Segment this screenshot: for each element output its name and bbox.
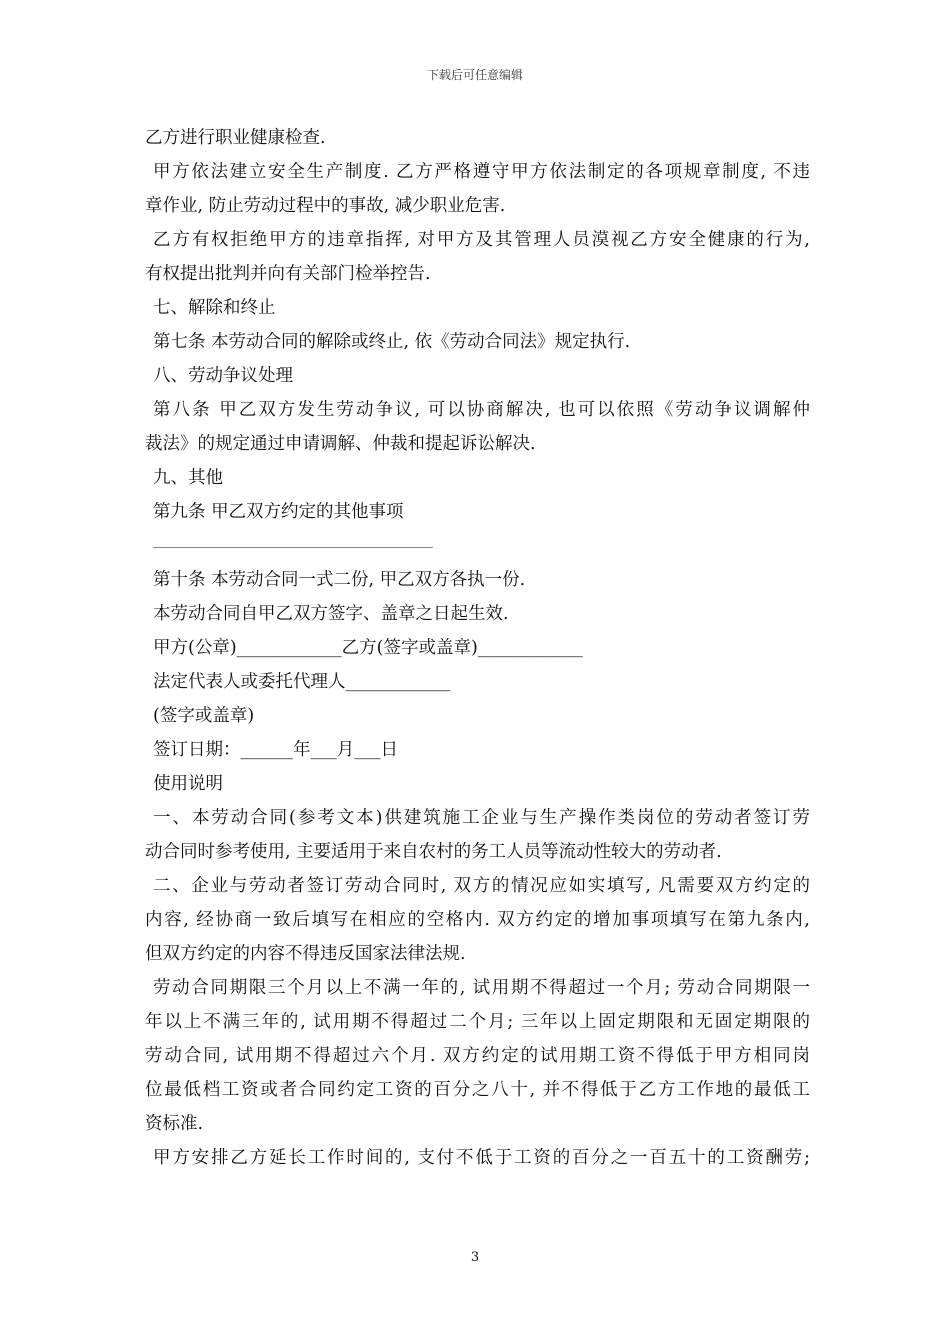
- article-8-line-1: 第八条 甲乙双方发生劳动争议, 可以协商解决, 也可以依照《劳动争议调解仲: [153, 400, 810, 420]
- usage-notes-heading: 使用说明: [153, 774, 223, 794]
- sign-date: 签订日期：______年___月___日: [153, 740, 398, 760]
- article-7: 第七条 本劳动合同的解除或终止, 依《劳动合同法》规定执行.: [153, 332, 631, 352]
- effective-clause: 本劳动合同自甲乙双方签字、盖章之日起生效.: [153, 604, 509, 624]
- line-1: 乙方进行职业健康检查.: [145, 128, 326, 148]
- blank-fill-line: [145, 529, 810, 563]
- probation-line-2: 年以上不满三年的, 试用期不得超过二个月; 三年以上固定期限和无固定期限的: [145, 1012, 810, 1032]
- section-9-heading: 九、其他: [153, 468, 223, 488]
- probation-line-4: 位最低档工资或者合同约定工资的百分之八十, 并不得低于乙方工作地的最低工: [145, 1080, 810, 1100]
- document-body: [145, 121, 810, 1175]
- section-8-heading: 八、劳动争议处理: [153, 366, 293, 386]
- section-7-heading: 七、解除和终止: [153, 298, 276, 318]
- note-2-line-2: 内容, 经协商一致后填写在相应的空格内. 双方约定的增加事项填写在第九条内,: [145, 910, 810, 930]
- article-10: 第十条 本劳动合同一式二份, 甲乙双方各执一份.: [153, 570, 526, 590]
- overtime-line: 甲方安排乙方延长工作时间的, 支付不低于工资的百分之一百五十的工资酬劳;: [153, 1148, 810, 1168]
- note-2-line-1: 二、企业与劳动者签订劳动合同时, 双方的情况应如实填写, 凡需要双方约定的: [153, 876, 810, 896]
- page-number: 3: [470, 1250, 480, 1265]
- legal-representative: 法定代表人或委托代理人____________: [153, 672, 451, 692]
- line-3: 章作业, 防止劳动过程中的事故, 减少职业危害.: [145, 196, 506, 216]
- note-1-line-1: 一、本劳动合同(参考文本)供建筑施工企业与生产操作类岗位的劳动者签订劳: [153, 808, 810, 828]
- line-5: 有权提出批判并向有关部门检举控告.: [145, 264, 431, 284]
- signature-parties: 甲方(公章)____________乙方(签字或盖章)____________: [153, 638, 583, 658]
- sign-or-seal: (签字或盖章): [153, 706, 255, 726]
- probation-line-1: 劳动合同期限三个月以上不满一年的, 试用期不得超过一个月; 劳动合同期限一: [153, 978, 810, 998]
- line-2: 甲方依法建立安全生产制度. 乙方严格遵守甲方依法制定的各项规章制度, 不违: [153, 162, 810, 182]
- note-2-line-3: 但双方约定的内容不得违反国家法律法规.: [145, 944, 466, 964]
- probation-line-5: 资标准.: [145, 1114, 204, 1134]
- article-9: 第九条 甲乙双方约定的其他事项: [153, 502, 404, 522]
- note-1-line-2: 动合同时参考使用, 主要适用于来自农村的务工人员等流动性较大的劳动者.: [145, 842, 722, 862]
- probation-line-3: 劳动合同, 试用期不得超过六个月. 双方约定的试用期工资不得低于甲方相同岗: [145, 1046, 810, 1066]
- article-8-line-2: 裁法》的规定通过申请调解、仲裁和提起诉讼解决.: [145, 434, 536, 454]
- line-4: 乙方有权拒绝甲方的违章指挥, 对甲方及其管理人员漠视乙方安全健康的行为,: [153, 230, 810, 250]
- page-header: 下载后可任意编辑: [426, 68, 523, 82]
